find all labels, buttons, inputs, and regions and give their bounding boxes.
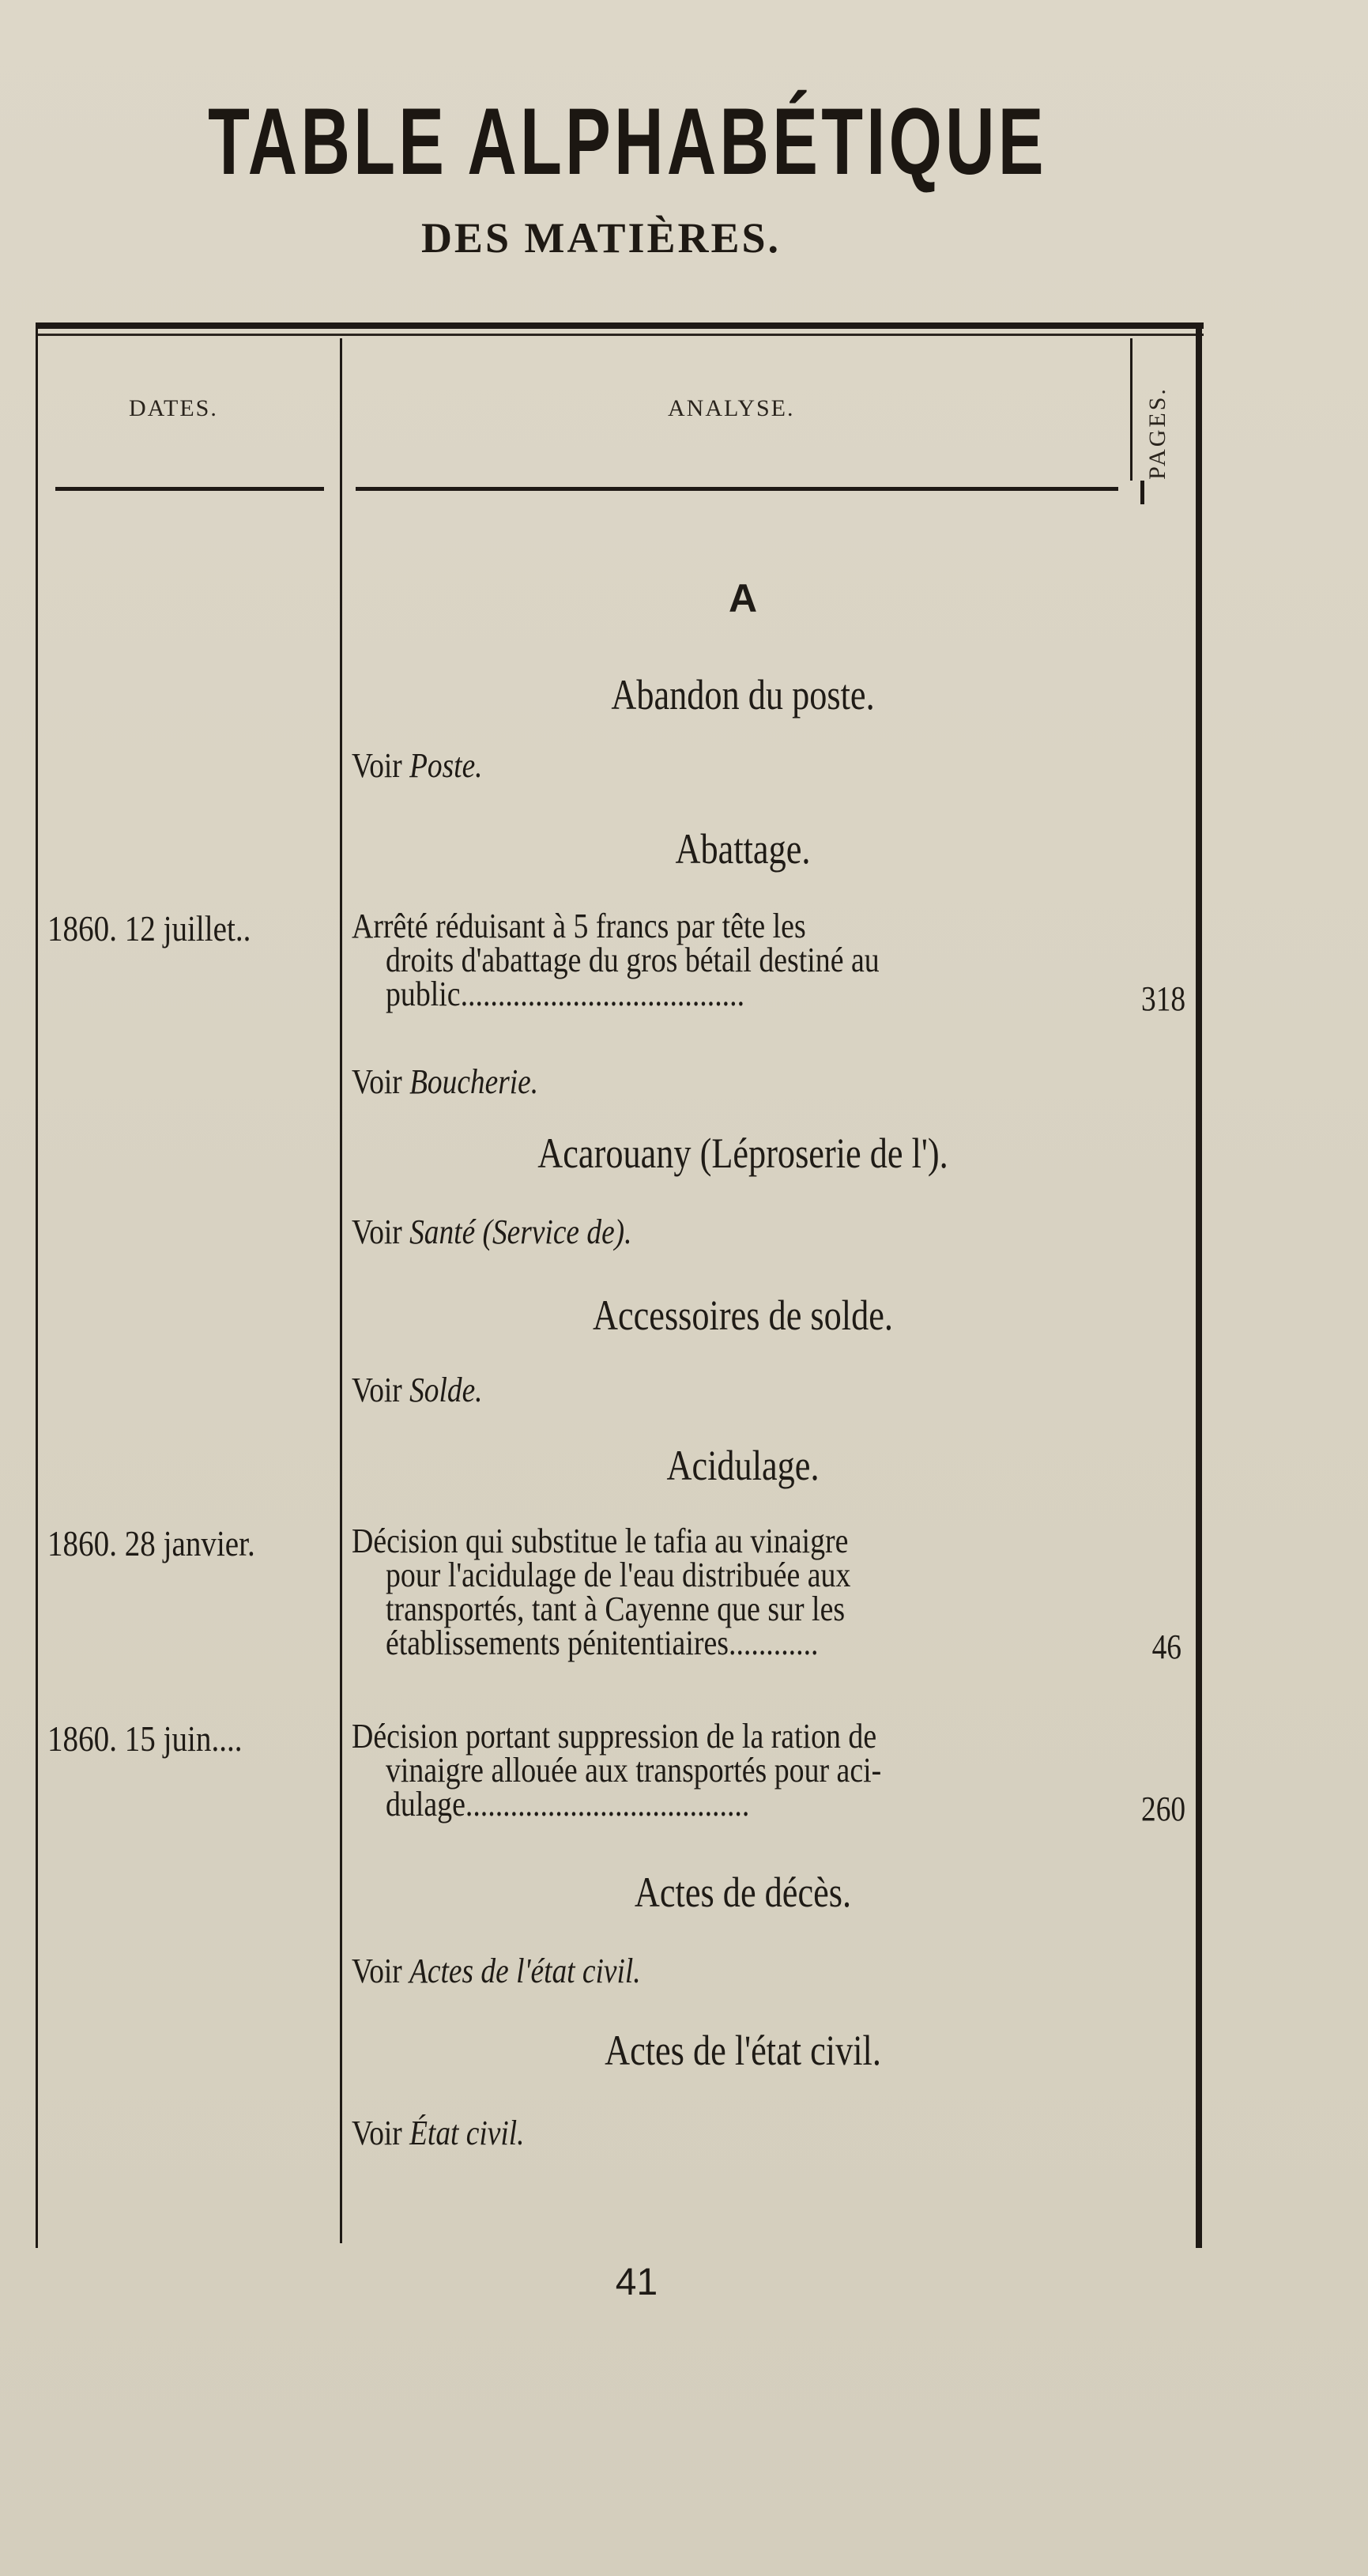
entry-heading-actes-deces: Actes de décès. [634,1869,852,1916]
entry-line: transportés, tant à Cayenne que sur les [386,1590,846,1628]
see-also-label: Voir [352,746,402,785]
page-reference: 46 [1151,1627,1181,1666]
table-top-rule-thin [36,334,1204,336]
see-also-ref: Boucherie. [409,1062,539,1101]
entry-date: 1860. 15 juin.... [47,1718,243,1759]
page-subtitle [0,213,1368,262]
see-also-label: Voir [352,1213,402,1251]
entry-line: Arrêté réduisant à 5 francs par tête les [352,907,806,945]
entry-heading-abattage: Abattage. [675,825,811,873]
section-letter: A [728,576,758,620]
table-top-rule [36,322,1204,329]
entry-text-abattage [352,909,1130,1011]
entry-text-acidulage-2 [352,1717,1130,1824]
see-also-label: Voir [352,1062,402,1101]
analyse-column-header: ANALYSE. [668,395,795,421]
entry-heading-acidulage: Acidulage. [666,1442,820,1489]
see-also-ref: Actes de l'état civil. [409,1952,641,1990]
see-also-label: Voir [352,2114,402,2152]
see-also-label: Voir [352,1952,402,1990]
page-title: TABLE ALPHABÉTIQUE [208,89,1047,194]
page-number: 41 [615,2261,658,2303]
left-border [36,322,38,2248]
see-also-actes-deces [352,1951,641,1991]
analyse-column-divider [1130,338,1132,481]
entry-text-acidulage-1 [352,1524,1130,1660]
see-also-ref: État civil. [409,2114,525,2152]
entry-date: 1860. 28 janvier. [47,1523,255,1563]
index-table [36,322,1204,2248]
entry-line: pour l'acidulage de l'eau distribuée aux [386,1556,851,1594]
subtitle-text: DES MATIÈRES. [420,214,782,262]
entry-line: établissements pénitentiaires............ [386,1624,819,1662]
dates-header-rule [55,487,324,491]
entry-heading-actes-etat-civil: Actes de l'état civil. [605,2027,881,2074]
entry-line: Décision portant suppression de la ration de [352,1717,877,1756]
page-reference: 318 [1141,979,1186,1018]
see-also-label: Voir [352,1371,402,1409]
entry-line: droits d'abattage du gros bétail destiné au [386,941,880,979]
see-also-acarouany [352,1212,631,1252]
entry-line: vinaigre allouée aux transportés pour aci- [386,1751,882,1790]
analyse-header-rule [356,487,1118,491]
dates-column-divider [340,338,342,2243]
entry-date: 1860. 12 juillet.. [47,908,251,949]
right-border [1196,322,1202,2248]
pages-header-rule [1140,481,1144,504]
entry-heading-acarouany: Acarouany (Léproserie de l'). [537,1130,948,1177]
entry-line: public...................................... [386,975,745,1013]
see-also-accessoires [352,1370,483,1410]
entry-line: dulage...................................... [386,1785,750,1824]
see-also-abandon [352,745,483,786]
dates-column-header: DATES. [129,395,218,421]
see-also-ref: Santé (Service de). [409,1213,632,1251]
entry-heading-abandon: Abandon du poste. [611,671,875,718]
entry-heading-accessoires: Accessoires de solde. [593,1292,893,1339]
pages-column-label: PAGES. [1144,387,1170,480]
see-also-ref: Poste. [409,746,483,785]
entry-line: Décision qui substitue le tafia au vinaigre [352,1522,849,1560]
see-also-actes-etat-civil [352,2113,524,2153]
see-also-abattage [352,1062,538,1102]
see-also-ref: Solde. [409,1371,483,1409]
page-reference: 260 [1141,1790,1186,1828]
